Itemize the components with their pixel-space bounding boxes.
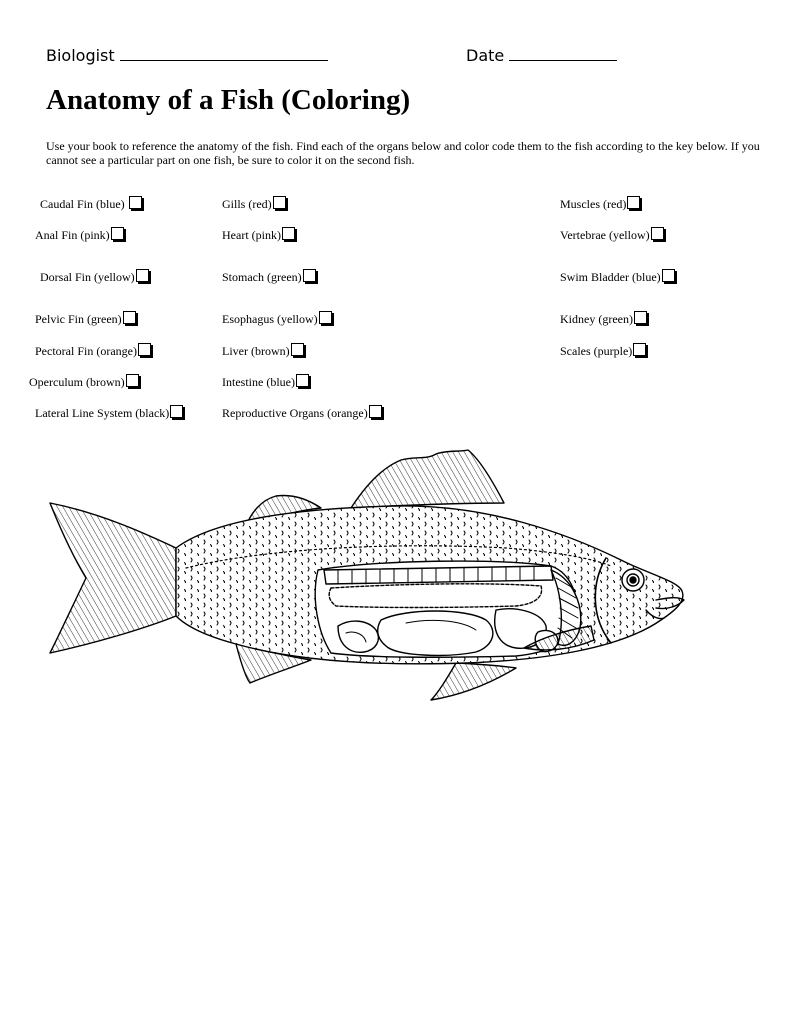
checklist-item-vertebrae xyxy=(560,227,664,243)
checklist-item-anal-fin xyxy=(35,227,124,243)
item-label: Reproductive Organs (orange) xyxy=(222,406,368,420)
item-label: Stomach (green) xyxy=(222,270,302,284)
item-label: Liver (brown) xyxy=(222,344,290,358)
checklist-item-muscles xyxy=(560,196,640,212)
checklist-item-scales xyxy=(560,343,646,359)
checkbox[interactable] xyxy=(634,311,647,324)
checkbox[interactable] xyxy=(291,343,304,356)
checkbox[interactable] xyxy=(111,227,124,240)
item-label: Pelvic Fin (green) xyxy=(35,312,122,326)
date-field xyxy=(466,46,617,65)
checkbox[interactable] xyxy=(296,374,309,387)
item-label: Vertebrae (yellow) xyxy=(560,228,650,242)
checklist-item-liver xyxy=(222,343,304,359)
item-label: Dorsal Fin (yellow) xyxy=(40,270,135,284)
checklist-item-pelvic-fin xyxy=(35,311,136,327)
item-label: Heart (pink) xyxy=(222,228,281,242)
item-label: Swim Bladder (blue) xyxy=(560,270,661,284)
checkbox[interactable] xyxy=(170,405,183,418)
item-label: Anal Fin (pink) xyxy=(35,228,110,242)
checkbox[interactable] xyxy=(303,269,316,282)
page-title: Anatomy of a Fish (Coloring) xyxy=(46,84,411,116)
checkbox[interactable] xyxy=(633,343,646,356)
checkbox[interactable] xyxy=(126,374,139,387)
checkbox[interactable] xyxy=(369,405,382,418)
checkbox[interactable] xyxy=(319,311,332,324)
checkbox[interactable] xyxy=(129,196,142,209)
biologist-label: Biologist xyxy=(46,46,115,65)
item-label: Pectoral Fin (orange) xyxy=(35,344,137,358)
checklist-item-pectoral-fin xyxy=(35,343,151,359)
checkbox[interactable] xyxy=(662,269,675,282)
item-label: Kidney (green) xyxy=(560,312,633,326)
checkbox[interactable] xyxy=(651,227,664,240)
checklist-item-operculum xyxy=(29,374,139,390)
item-label: Gills (red) xyxy=(222,197,272,211)
checklist-item-stomach xyxy=(222,269,316,285)
vertebrae xyxy=(324,566,553,584)
checkbox[interactable] xyxy=(282,227,295,240)
item-label: Operculum (brown) xyxy=(29,375,125,389)
fish-anatomy-diagram xyxy=(46,448,696,718)
checkbox[interactable] xyxy=(627,196,640,209)
item-label: Caudal Fin (blue) xyxy=(40,197,125,211)
checklist-item-intestine xyxy=(222,374,309,390)
checklist-item-swim-bladder xyxy=(560,269,675,285)
item-label: Muscles (red) xyxy=(560,197,627,211)
pelvic-fin xyxy=(431,663,516,700)
checkbox[interactable] xyxy=(123,311,136,324)
biologist-input-line[interactable] xyxy=(120,46,328,61)
date-label: Date xyxy=(466,46,505,65)
checkbox[interactable] xyxy=(273,196,286,209)
checklist-item-caudal-fin xyxy=(40,196,142,212)
item-label: Intestine (blue) xyxy=(222,375,295,389)
checklist-item-heart xyxy=(222,227,295,243)
date-input-line[interactable] xyxy=(509,46,617,61)
item-label: Scales (purple) xyxy=(560,344,633,358)
checklist-item-esophagus xyxy=(222,311,332,327)
checklist-item-kidney xyxy=(560,311,647,327)
checklist-item-gills xyxy=(222,196,286,212)
biologist-field xyxy=(46,46,328,65)
caudal-fin xyxy=(50,503,176,653)
checkbox[interactable] xyxy=(138,343,151,356)
checklist-item-lateral-line xyxy=(35,405,183,421)
item-label: Lateral Line System (black) xyxy=(35,406,170,420)
checklist-item-reproductive xyxy=(222,405,382,421)
item-label: Esophagus (yellow) xyxy=(222,312,318,326)
stomach xyxy=(378,611,493,655)
checklist-item-dorsal-fin xyxy=(40,269,149,285)
checkbox[interactable] xyxy=(136,269,149,282)
instructions: Use your book to reference the anatomy of the fish. Find each of the organs below and color code them to the fish according to the key below. If you cannot see a particular part on one fish, be sure to color it on the second fish. xyxy=(46,139,760,167)
